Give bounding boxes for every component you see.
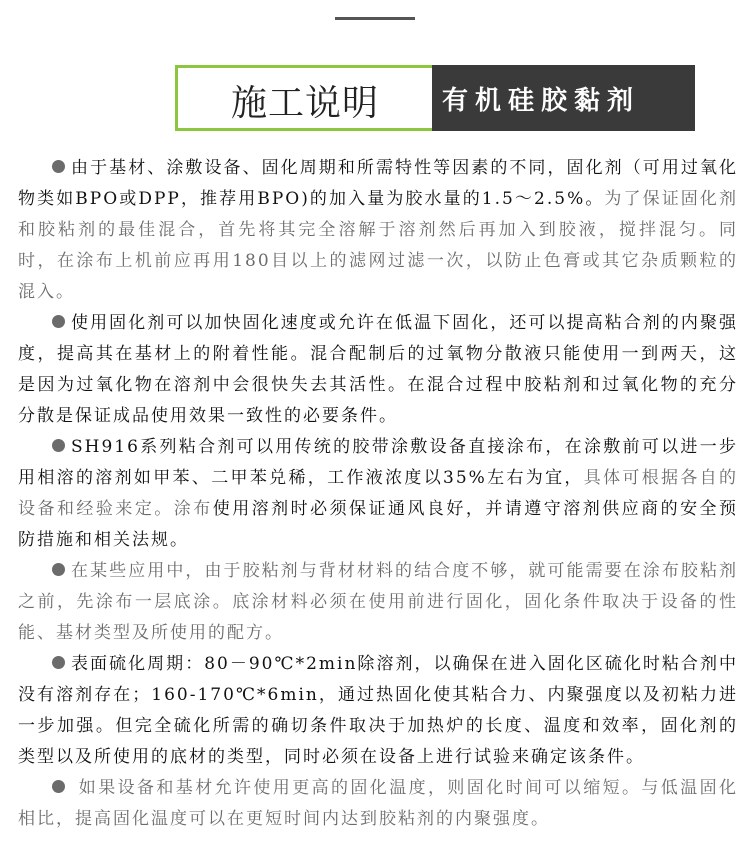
bullet-icon [52,563,65,576]
paragraph-4 [18,556,738,649]
bullet-icon [52,656,65,669]
bullet-icon [52,439,65,452]
header-product-name: 有机硅胶黏剂 [442,85,641,116]
paragraph-1-segment-2: 为了保证固化剂和胶粘剂的最佳混合，首先将其完全溶解于溶剂然后再加入到胶液，搅拌混匀。同时，在涂布上机前应再用180目以上的滤网过滤一次，以防止色膏或其它杂质颗粒的混入。 [18,189,738,302]
paragraph-1 [18,153,738,308]
paragraph-3-segment-3: 使用溶剂时必须保证通风良好，并请遵守溶剂供应商的安全预防措施和相关法规。 [18,499,738,550]
paragraph-5-segment-1: 表面硫化周期：80－90℃*2min除溶剂，以确保在进入固化区硫化时粘合剂中没有溶剂存在；160-170℃*6min，通过热固化使其粘合力、内聚强度以及初粘力进一步加强。但完全硫化所需的确切条件取决于加热炉的长度、温度和效率，固化剂的类型以及所使用的底材的类型，同时必须在设备上进行试验来确定该条件。 [18,654,738,767]
paragraph-3 [18,432,738,556]
section-header [175,65,695,131]
bullet-icon [52,315,65,328]
header-title: 施工说明 [230,82,379,124]
instructions-body [18,153,738,850]
paragraph-5 [18,649,738,773]
top-divider [335,17,415,20]
bullet-icon [52,160,65,173]
paragraph-3-segment-1: SH916系列粘合剂可以用传统的胶带涂敷设备直接涂布，在涂敷前可以进一步用相溶的溶剂如甲苯、二甲苯兑稀，工作液浓度以35%左右为宜， [18,437,738,488]
header-title-box [175,65,432,131]
paragraph-2 [18,308,738,432]
paragraph-3-segment-2: 具体可根据各自的设备和经验来定。涂布 [18,468,738,519]
header-product-box [432,65,695,131]
paragraph-2-segment-1: 使用固化剂可以加快固化速度或允许在低温下固化，还可以提高粘合剂的内聚强度，提高其在基材上的附着性能。混合配制后的过氧物分散液只能使用一到两天，这是因为过氧化物在溶剂中会很快失去其活性。在混合过程中胶粘剂和过氧化物的充分分散是保证成品使用效果一致性的必要条件。 [18,313,738,426]
paragraph-6 [18,773,738,835]
bullet-icon [52,780,65,793]
paragraph-6-segment-1: 如果设备和基材允许使用更高的固化温度，则固化时间可以缩短。与低温固化相比，提高固化温度可以在更短时间内达到胶粘剂的内聚强度。 [18,778,738,829]
paragraph-4-segment-1: 在某些应用中，由于胶粘剂与背材材料的结合度不够，就可能需要在涂布胶粘剂之前，先涂布一层底涂。底涂材料必须在使用前进行固化，固化条件取决于设备的性能、基材类型及所使用的配方。 [18,561,738,643]
paragraph-1-segment-1: 由于基材、涂敷设备、固化周期和所需特性等因素的不同，固化剂（可用过氧化物类如BPO或DPP，推荐用BPO)的加入量为胶水量的1.5～2.5%。 [18,158,738,209]
